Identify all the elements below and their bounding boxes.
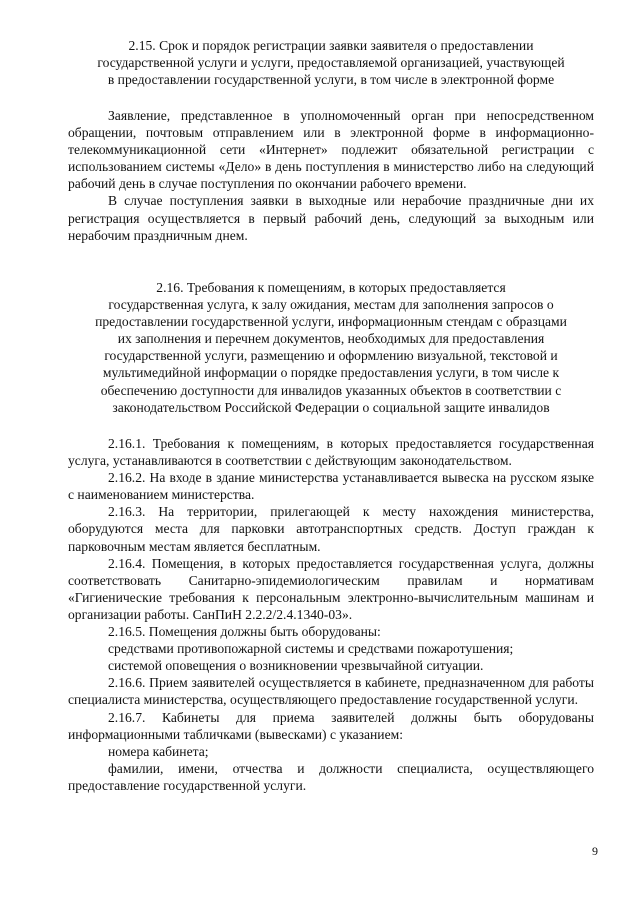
heading-line: предоставлении государственной услуги, информационным стендам с образцами [95, 314, 567, 330]
paragraph-2-16-5: 2.16.5. Помещения должны быть оборудованы: [108, 624, 381, 640]
heading-line: законодательством Российской Федерации о социальной защите инвалидов [112, 399, 550, 415]
list-item-emergency-alert: системой оповещения о возникновении чрезвычайной ситуации. [108, 658, 484, 674]
section-2-15-body [68, 107, 594, 244]
heading-line: государственная услуга, к залу ожидания, местам для заполнения запросов о [108, 297, 554, 313]
heading-line: 2.15. Срок и порядок регистрации заявки заявителя о предоставлении [128, 38, 534, 53]
heading-line: в предоставлении государственной услуги, в том числе в электронной форме [107, 72, 555, 88]
heading-line: государственной услуги, размещению и оформлению визуальной, текстовой и [104, 348, 558, 364]
paragraph-2-16-6: 2.16.6. Прием заявителей осуществляется в кабинете, предназначенном для работы специалиста министерства, осуществляющего предоставление государственной услуги. [68, 675, 594, 708]
paragraph-2-16-2: 2.16.2. На входе в здание министерства устанавливается вывеска на русском языке с наименованием министерства. [68, 470, 594, 503]
paragraph-registration: Заявление, представленное в уполномоченный орган при непосредственном обращении, почтовым отправлением или в электронной форме в информационно-телекоммуникационной сети «Интернет» подлежит обязательной регистрации с использованием системы «Дело» в день поступления в министерство либо на следующий рабочий день в случае поступления по окончании рабочего времени. [68, 108, 594, 192]
paragraph-2-16-3: 2.16.3. На территории, прилегающей к месту нахождения министерства, оборудуются места для парковки автотранспортных средств. Доступ граждан к парковочным местам является бесплатным. [68, 504, 594, 554]
list-item-specialist-name: фамилии, имени, отчества и должности специалиста, осуществляющего предоставление государственной услуги. [68, 760, 594, 793]
section-2-16-heading [68, 279, 594, 416]
page-number: 9 [592, 844, 598, 858]
list-item-fire-safety: средствами противопожарной системы и средствами пожаротушения; [108, 641, 514, 657]
heading-line: 2.16. Требования к помещениям, в которых предоставляется [156, 280, 506, 295]
section-2-16-body [68, 435, 594, 794]
section-2-15-heading [68, 37, 594, 88]
heading-line: обеспечению доступности для инвалидов указанных объектов в соответствии с [100, 382, 562, 398]
list-item-room-number: номера кабинета; [108, 743, 209, 759]
heading-line: мультимедийной информации о порядке предоставления услуги, в том числе к [102, 365, 560, 381]
paragraph-2-16-4: 2.16.4. Помещения, в которых предоставляется государственная услуга, должны соответствовать Санитарно-эпидемиологическим правилам и нормативам «Гигиенические требования к персональным электронно-вычислительным машинам и организации работы. СанПиН 2.2.2/2.4.1340-03». [68, 555, 594, 622]
heading-line: государственной услуги и услуги, предоставляемой организацией, участвующей [97, 55, 565, 71]
heading-line: их заполнения и перечнем документов, необходимых для предоставления [117, 331, 545, 347]
paragraph-2-16-7: 2.16.7. Кабинеты для приема заявителей должны быть оборудованы информационными табличками (вывесками) с указанием: [68, 709, 594, 742]
paragraph-holidays: В случае поступления заявки в выходные или нерабочие праздничные дни их регистрация осуществляется в первый рабочий день, следующий за выходным или нерабочим праздничным днем. [68, 193, 594, 243]
paragraph-2-16-1: 2.16.1. Требования к помещениям, в которых предоставляется государственная услуга, устанавливаются в соответствии с действующим законодательством. [68, 436, 594, 469]
